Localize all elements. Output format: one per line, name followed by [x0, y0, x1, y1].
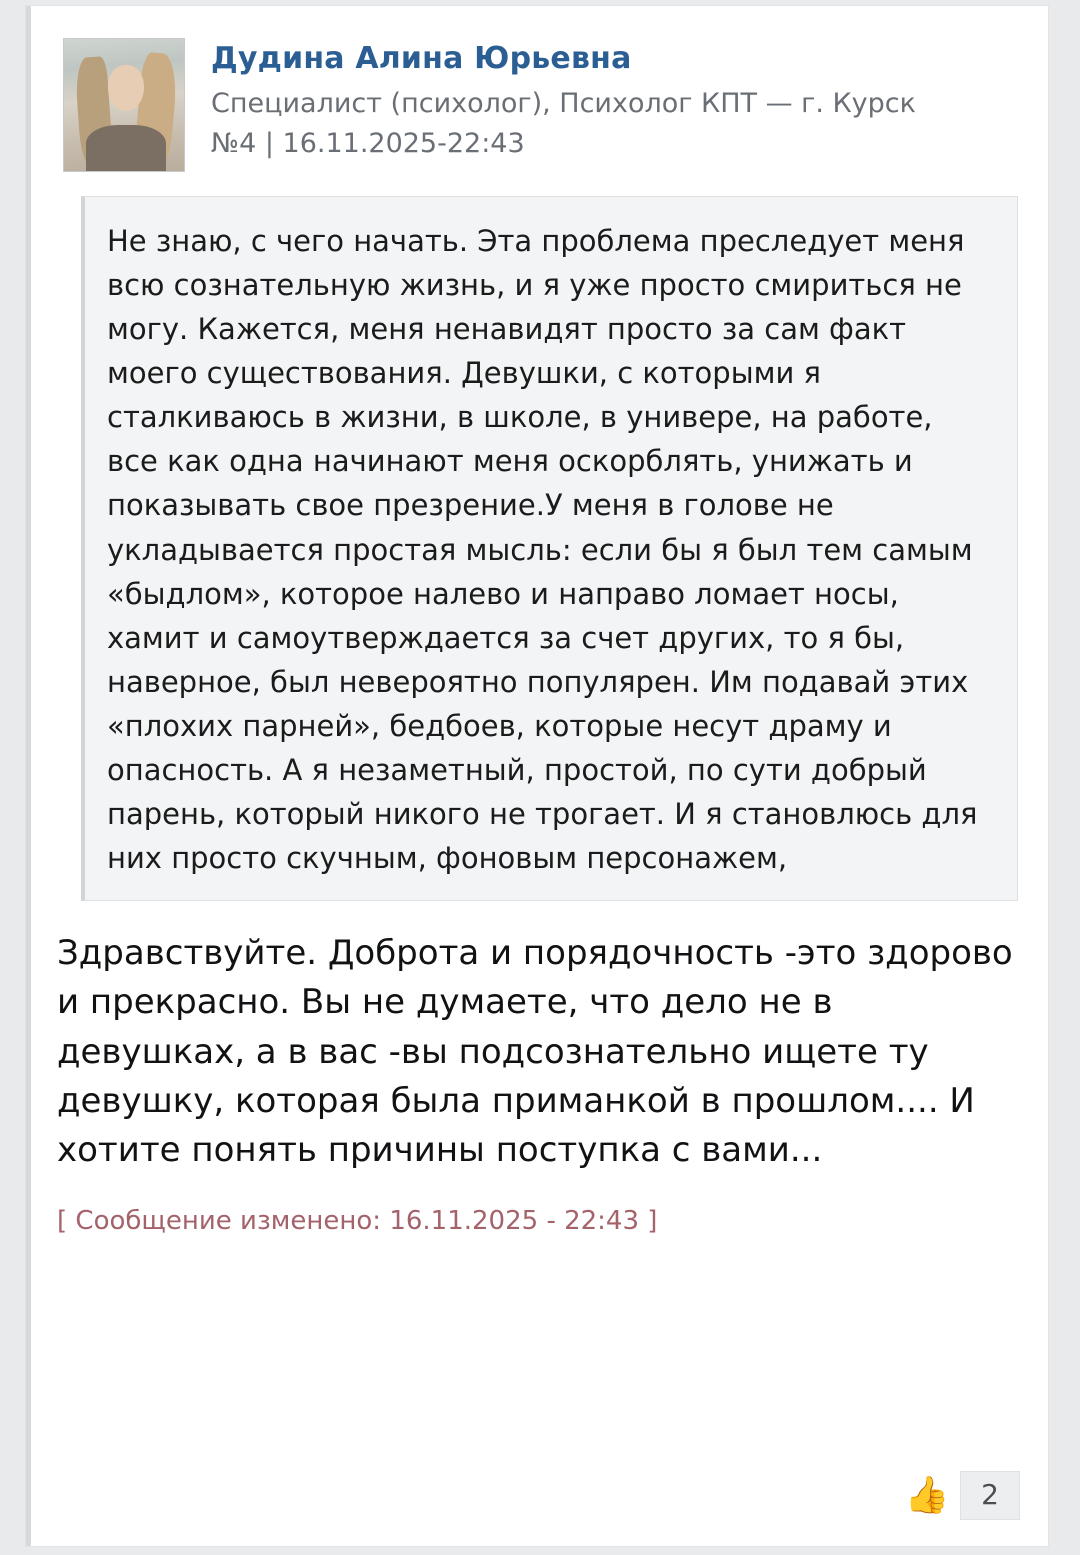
author-role: Специалист (психолог), Психолог КПТ — г. Курск: [211, 87, 916, 119]
quote-text: Не знаю, с чего начать. Эта проблема преследует меня всю сознательную жизнь, и я уже просто смириться не могу. Кажется, меня ненавидят просто за сам факт моего существования. Девушки, с которыми я сталкиваюсь в жизни, в школе, в универе, на работе, все как одна начинают меня оскорблять, унижать и показывать свое презрение.У меня в голове не укладывается простая мысль: если бы я был тем самым «быдлом», которое налево и направо ломает носы, хамит и самоутверждается за счет других, то я бы, наверное, был невероятно популярен. Им подавай этих «плохих парней», бедбоев, которые несут драму и опасность. А я незаметный, простой, по сути добрый парень, который никого не трогает. И я становлюсь для них просто скучным, фоновым персонажем,: [107, 224, 978, 876]
edit-note: [ Сообщение изменено: 16.11.2025 - 22:43 ]: [57, 1205, 658, 1236]
like-count-badge[interactable]: 2: [960, 1471, 1020, 1520]
post-footer: [904, 1471, 1020, 1520]
avatar-detail: [108, 65, 144, 111]
thumbs-up-icon[interactable]: 👍: [904, 1474, 950, 1516]
post-header-text: [211, 38, 916, 162]
avatar[interactable]: [63, 38, 185, 172]
post-body: Здравствуйте. Доброта и порядочность -это здорово и прекрасно. Вы не думаете, что дело не в девушках, а в вас -вы подсознательно ищете ту девушку, которая была приманкой в прошлом.... И хотите понять причины поступка с вами...: [57, 933, 1013, 1171]
quoted-message: [81, 196, 1018, 901]
forum-post: [26, 6, 1048, 1546]
post-header: [31, 6, 1048, 172]
post-meta: №4 | 16.11.2025-22:43: [211, 127, 525, 159]
author-name[interactable]: Дудина Алина Юрьевна: [211, 41, 632, 76]
avatar-detail: [86, 125, 166, 171]
